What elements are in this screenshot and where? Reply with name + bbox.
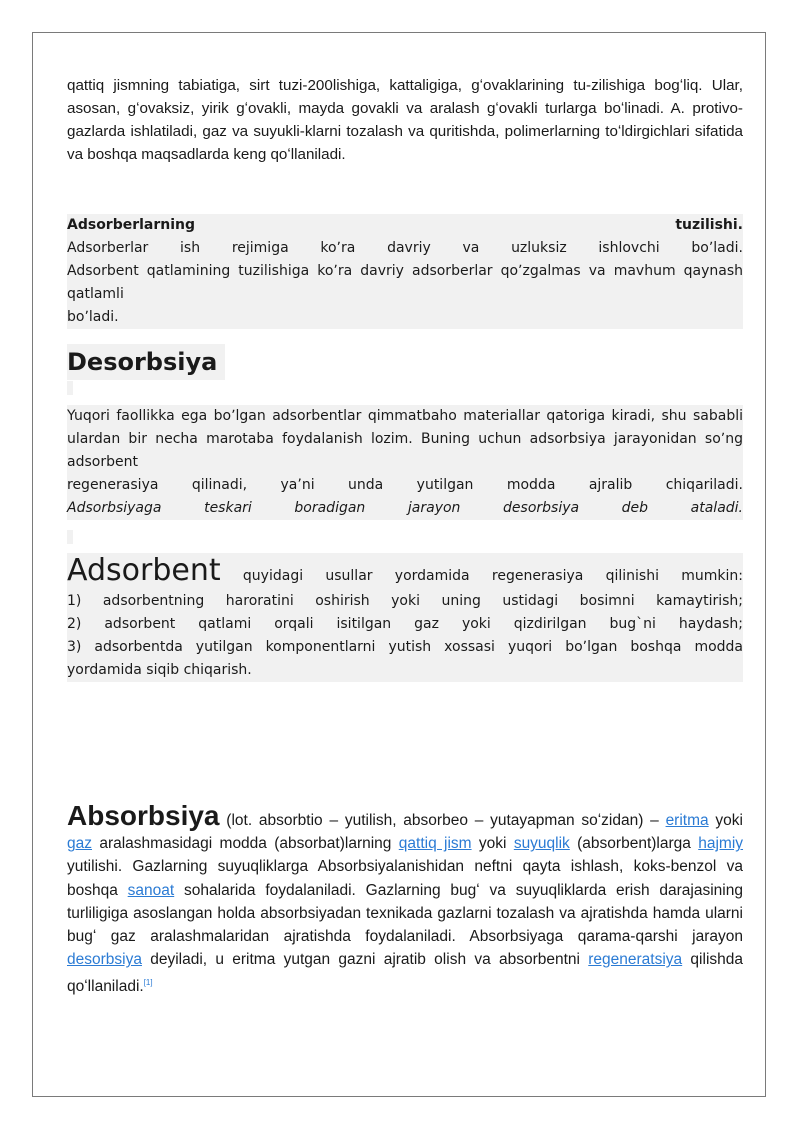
regeneration-methods (67, 590, 743, 682)
structure-line-3: boʼladi. (67, 306, 743, 329)
structure-title: Adsorberlarning tuzilishi. (67, 214, 743, 237)
absorption-text: yoki (708, 812, 743, 829)
structure-line-1: Adsorberlar ish rejimiga koʼra davriy va uzluksiz ishlovchi boʼladi. (67, 237, 743, 260)
structure-line-2: Adsorbent qatlamining tuzilishiga koʼra davriy adsorberlar qoʼzgalmas va mavhum qaynash qatlamli (67, 260, 743, 306)
desorption-heading: Desorbsiya (67, 344, 225, 380)
list-item: 2) adsorbent qatlami orqali isitilgan gaz yoki qizdirilgan bug`ni haydash; (67, 613, 743, 636)
desorption-body (67, 405, 743, 520)
link-regeneratsiya[interactable]: regeneratsiya (588, 951, 683, 969)
regeneration-lead-word: Adsorbent (67, 553, 221, 588)
regeneration-lead-rest: quyidagi usullar yordamida regenerasiya qilinishi mumkin: (220, 568, 743, 584)
list-item: 1) adsorbentning haroratini oshirish yoki uning ustidagi bosimni kamaytirish; (67, 590, 743, 613)
link-suyuqlik[interactable]: suyuqlik (513, 835, 570, 853)
link-eritma[interactable]: eritma (665, 812, 709, 829)
list-item: 3) adsorbentda yutilgan komponentlarni yutish xossasi yuqori boʼlgan boshqa modda yordamida siqib chiqarish. (67, 636, 743, 682)
absorption-text: (lot. absorbtio – yutilish, absorbeo – yutayapman soʻzidan) – (219, 812, 666, 829)
link-gaz[interactable]: gaz (67, 835, 92, 853)
link-sanoat[interactable]: sanoat (127, 881, 175, 899)
absorption-text: (absorbent)larga (569, 835, 699, 853)
desorption-definition: Adsorbsiyaga teskari boradigan jarayon desorbsiya deb ataladi. (67, 497, 743, 520)
heading-marker (67, 381, 73, 395)
absorption-text: aralashmasidagi modda (absorbat)larning (92, 835, 399, 853)
intro-paragraph: qattiq jismning tabiatiga, sirt tuzi-200lishiga, kattaligiga, gʻovaklarining tu-zilishiga bogʻliq. Ular, asosan, gʻovaksiz, yirik gʻovakli, mayda govakli va aralash gʻovakli turlarga boʻlinadi. A. protivo-gazlarda ishlatiladi, gaz va suyukli-klarni tozalash va quritishda, polimerlarning toʻldirgichlari sifatida va boshqa maqsadlarda keng qoʻllaniladi. (67, 77, 743, 163)
section-marker (67, 530, 73, 544)
footnote-reference[interactable]: [1] (143, 978, 153, 988)
absorption-text: qilishda qoʻllaniladi. (67, 951, 743, 996)
absorption-paragraph (67, 801, 743, 999)
absorption-text: deyiladi, u eritma yutgan gazni ajratib olish va absorbentni (141, 951, 589, 969)
absorption-text: yutilishi. Gazlarning suyuqliklarga Absorbsiyalanishidan neftni qayta ishlash, koks-benzol va boshqa (67, 858, 743, 899)
structure-body (67, 237, 743, 329)
absorption-text: sohalarida foydalaniladi. Gazlarning bugʻ va suyuqliklarda erish darajasining turliligiga asoslangan holda absorbsiyadan texnikada gazlarni tozalash va ajratishda hamda ularni bugʻ gaz aralashmalaridan ajratishda foydalaniladi. Absorbsiyaga qarama-qarshi jarayon (67, 881, 743, 946)
link-desorbsiya[interactable]: desorbsiya (67, 951, 142, 969)
absorption-text: yoki (471, 835, 514, 853)
absorption-heading: Absorbsiya (67, 800, 220, 831)
regeneration-intro (67, 553, 743, 594)
link-hajmiy[interactable]: hajmiy (698, 835, 744, 853)
desorption-line-2: regenerasiya qilinadi, ya’ni unda yutilgan modda ajralib chiqariladi. (67, 474, 743, 497)
link-qattiq-jism[interactable]: qattiq jism (398, 835, 472, 853)
desorption-paragraph: Yuqori faollikka ega boʼlgan adsorbentlar qimmatbaho materiallar qatoriga kiradi, shu sababli ulardan bir necha marotaba foydalanish lozim. Buning uchun adsorbsiya jarayonidan soʼng adsorbent (67, 405, 743, 474)
